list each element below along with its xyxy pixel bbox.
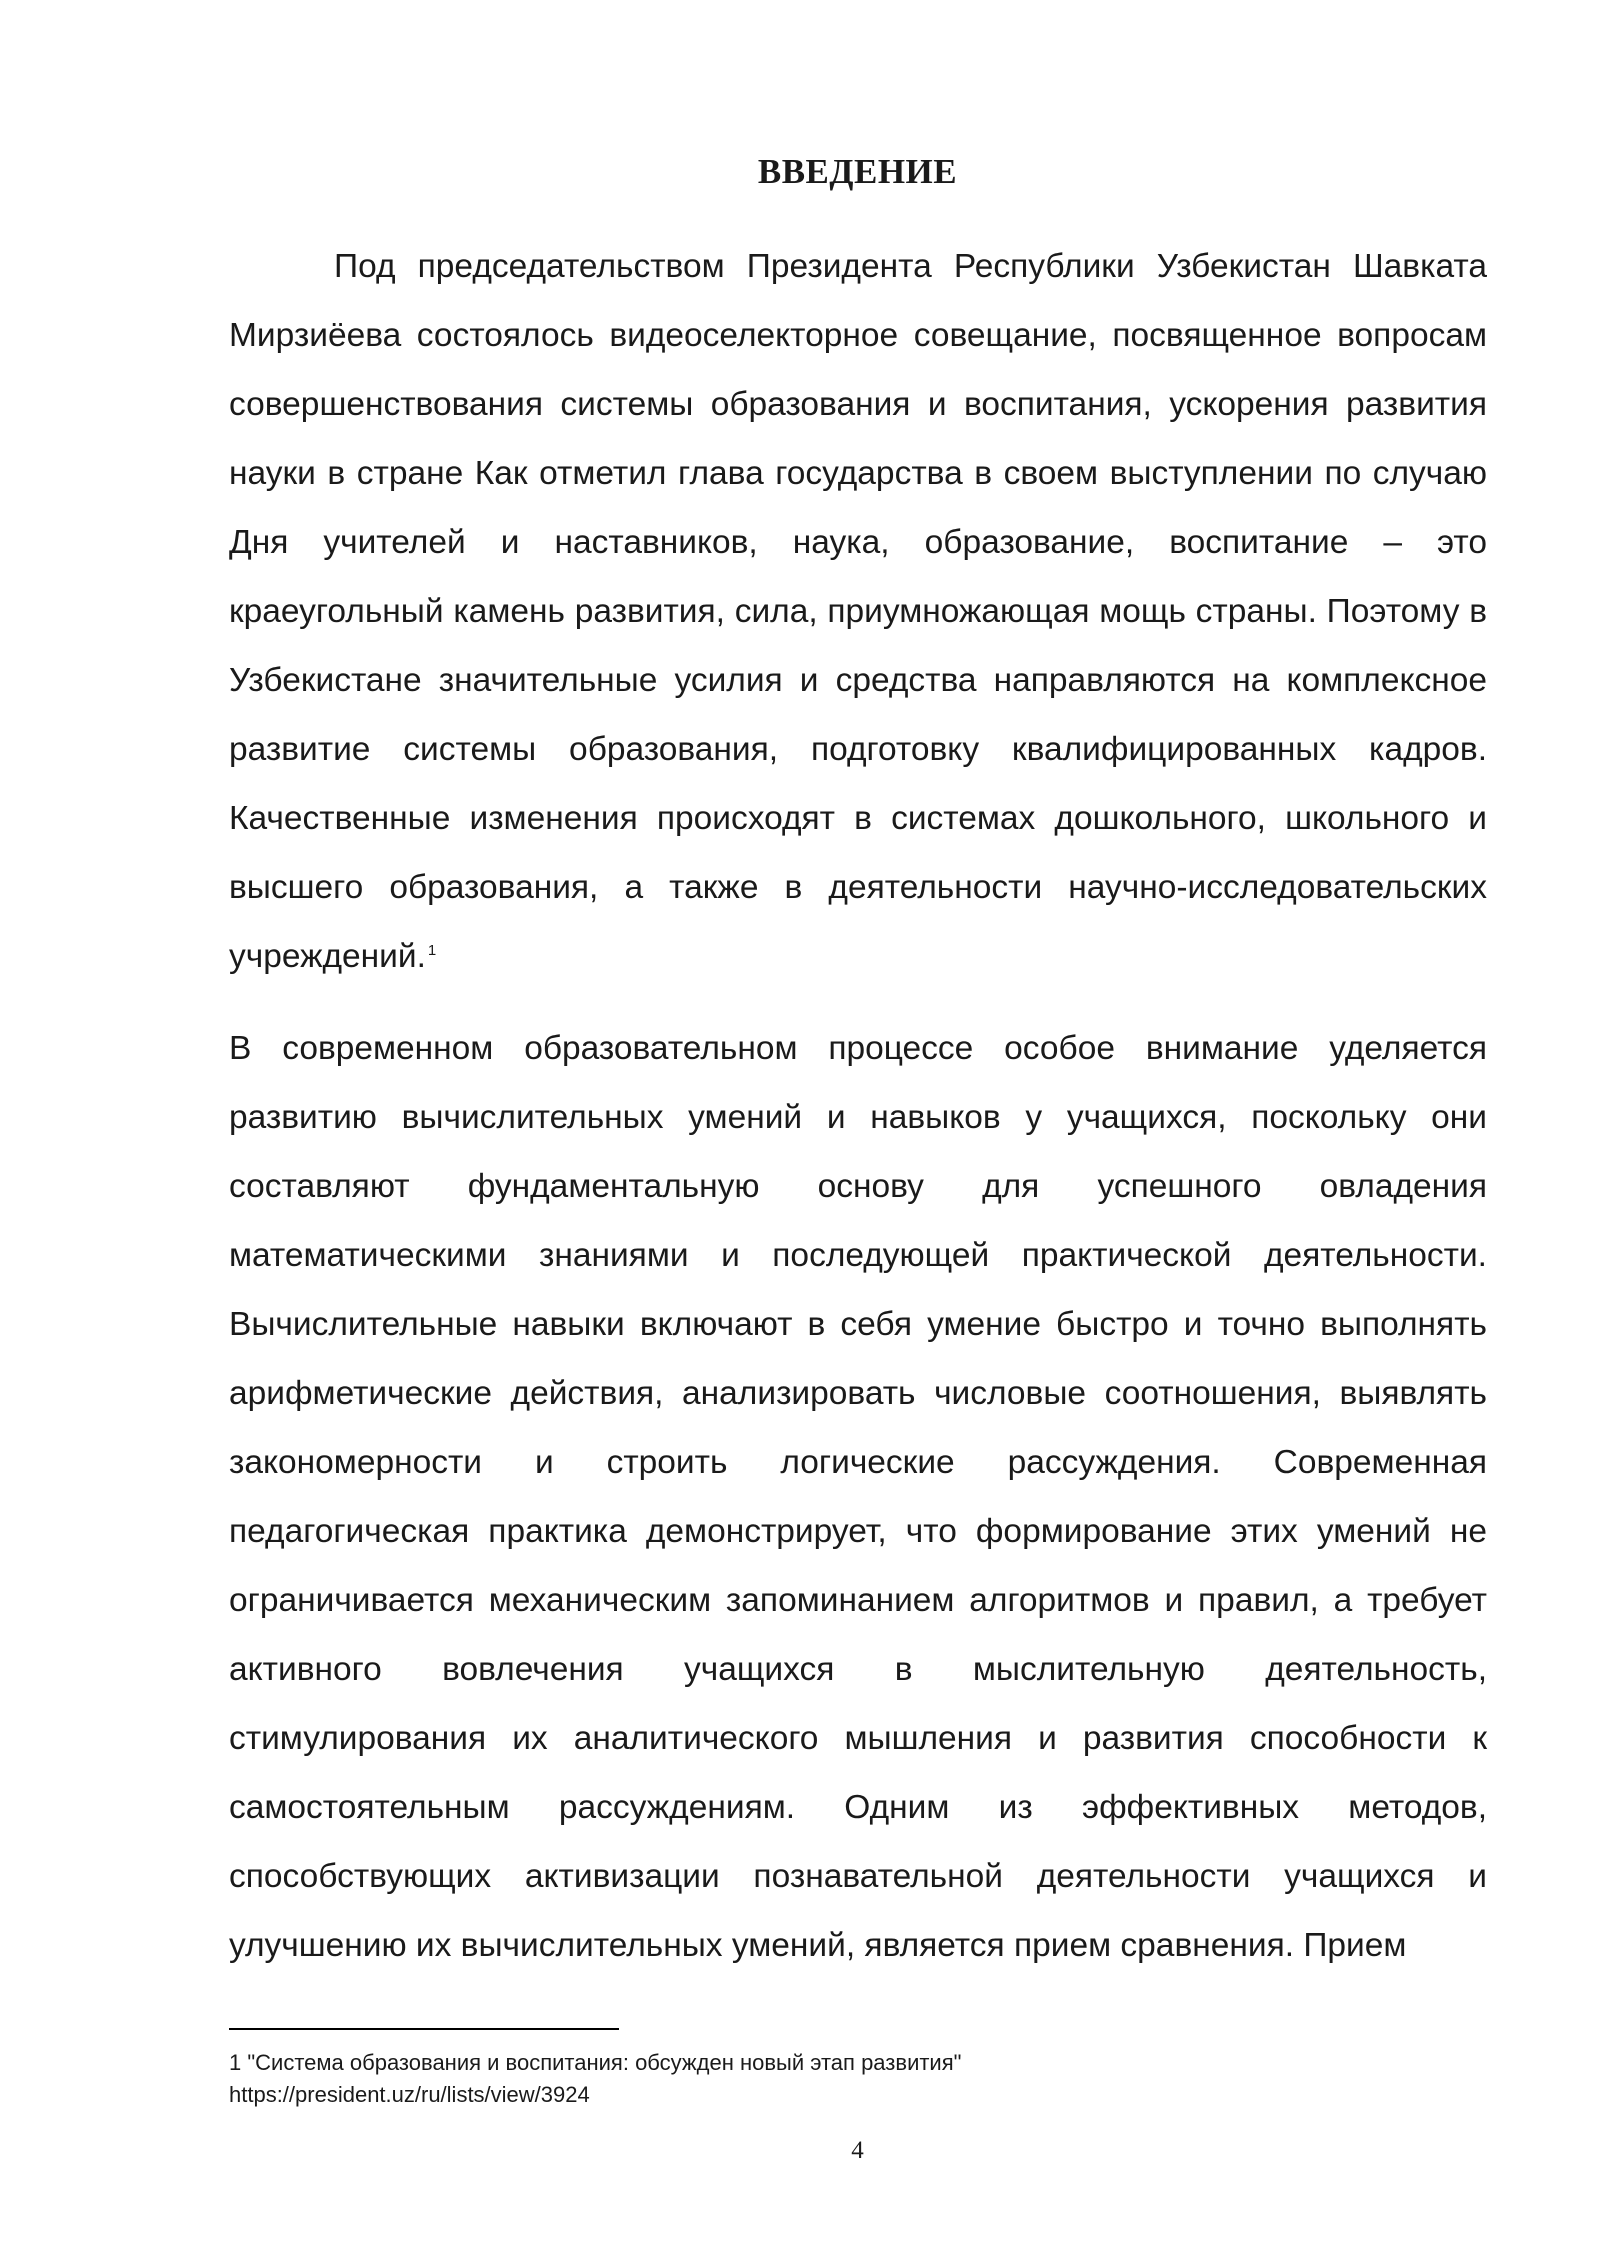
footnote-title: 1 "Система образования и воспитания: обсужден новый этап развития": [229, 2050, 962, 2075]
paragraph-intro-text: Под председательством Президента Республики Узбекистан Шавката Мирзиёева состоялось видеоселекторное совещание, посвященное вопросам совершенствования системы образования и воспитания, ускорения развития науки в стране Как отметил глава государства в своем выступлении по случаю Дня учителей и наставников, наука, образование, воспитание – это краеугольный камень развития, сила, приумножающая мощь страны. Поэтому в Узбекистане значительные усилия и средства направляются на комплексное развитие системы образования, подготовку квалифицированных кадров. Качественные изменения происходят в системах дошкольного, школьного и высшего образования, а также в деятельности научно-исследовательских учреждений.: [229, 248, 1487, 975]
footnote: [229, 2047, 1489, 2111]
footnote-reference: 1: [427, 941, 437, 959]
page-title: ВВЕДЕНИЕ: [757, 152, 958, 191]
footnote-url: https://president.uz/ru/lists/view/3924: [229, 2082, 590, 2107]
footnote-separator: [229, 2028, 619, 2030]
paragraph-intro: [229, 232, 1487, 991]
paragraph-main: В современном образовательном процессе особое внимание уделяется развитию вычислительных умений и навыков у учащихся, поскольку они составляют фундаментальную основу для успешного овладения математическими знаниями и последующей практической деятельности. Вычислительные навыки включают в себя умение быстро и точно выполнять арифметические действия, анализировать числовые соотношения, выявлять закономерности и строить логические рассуждения. Современная педагогическая практика демонстрирует, что формирование этих умений не ограничивается механическим запоминанием алгоритмов и правил, а требует активного вовлечения учащихся в мыслительную деятельность, стимулирования их аналитического мышления и развития способности к самостоятельным рассуждениям. Одним из эффективных методов, способствующих активизации познавательной деятельности учащихся и улучшению их вычислительных умений, является прием сравнения. Прием: [229, 1030, 1487, 1964]
page-number: 4: [851, 2137, 864, 2164]
